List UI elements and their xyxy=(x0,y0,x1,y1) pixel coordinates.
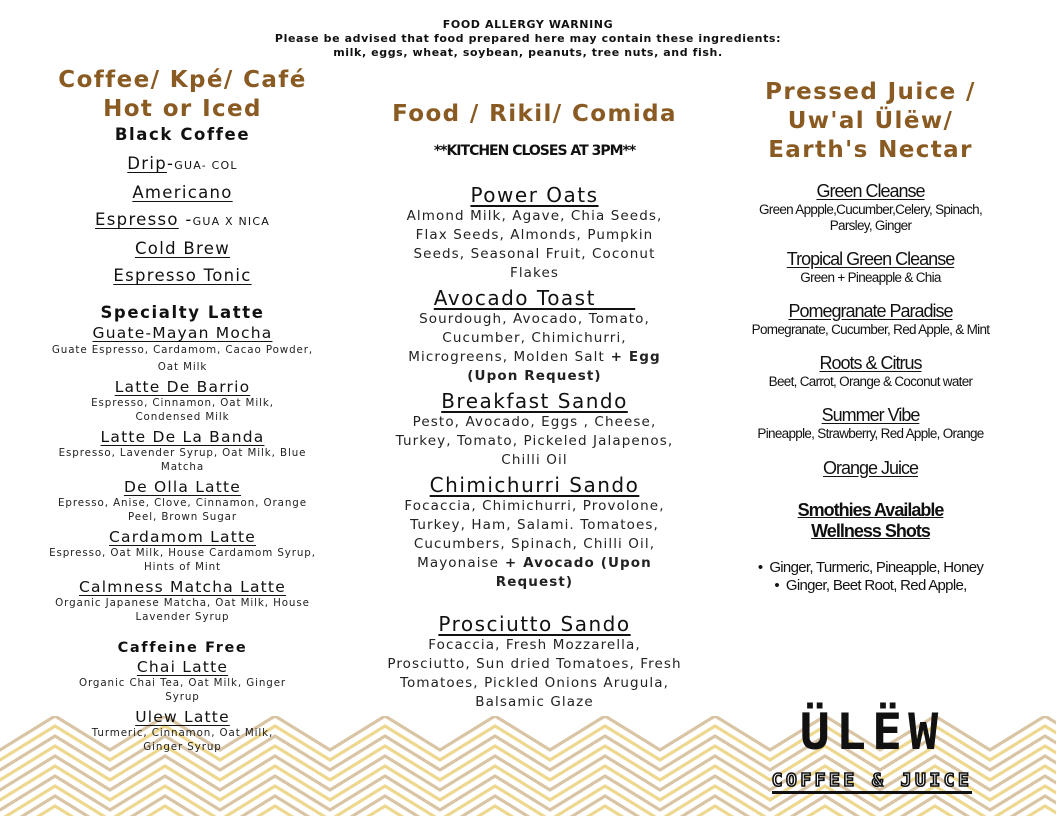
latte-name: Ulew Latte xyxy=(135,708,230,726)
latte-description: Turmeric, Cinnamon, Oat Milk, Ginger Syrup xyxy=(91,727,274,753)
brand-logo xyxy=(752,700,992,794)
juice-name: Pomegranate Paradise xyxy=(788,301,953,321)
juice-section xyxy=(728,78,1013,594)
food-name: Power Oats xyxy=(470,183,599,207)
black-coffee-item xyxy=(30,262,335,289)
black-coffee-item xyxy=(30,179,335,206)
black-coffee-origin: GUA X NICA xyxy=(192,215,270,228)
juice-item xyxy=(728,405,1013,442)
food-name: Breakfast Sando xyxy=(441,389,628,413)
food-description-text: Focaccia, Fresh Mozzarella, Prosciutto, Sun dried Tomatoes, Fresh Tomatoes, Pickled Onions Arugula, Balsamic Glaze xyxy=(387,637,682,710)
black-coffee-name: Americano xyxy=(132,183,233,202)
food-description xyxy=(390,413,679,470)
food-section xyxy=(382,100,687,712)
juice-heading-line1: Pressed Juice / xyxy=(765,79,976,105)
logo-wordmark: ÜLËW xyxy=(799,703,945,761)
black-coffee-name: Espresso Tonic xyxy=(113,266,252,285)
food-name: Avocado Toast xyxy=(433,286,636,310)
juice-item xyxy=(728,301,1013,338)
black-coffee-list xyxy=(30,150,335,289)
black-coffee-item xyxy=(30,206,335,235)
latte-name: De Olla Latte xyxy=(123,478,242,496)
juice-description: Beet, Carrot, Orange & Coconut water xyxy=(768,374,973,389)
latte-name: Chai Latte xyxy=(136,658,229,676)
wellness-shot-item xyxy=(728,578,1013,594)
juice-item xyxy=(728,353,1013,390)
allergy-warning xyxy=(0,18,1056,60)
wellness-shot-text: Ginger, Beet Root, Red Apple, xyxy=(785,577,967,594)
latte-description: Organic Japanese Matcha, Oat Milk, House Lavender Syrup xyxy=(55,597,310,623)
latte-name: Latte De La Banda xyxy=(100,428,265,446)
latte-item xyxy=(30,708,335,754)
wellness-shots-label: Wellness Shots xyxy=(811,521,930,541)
juice-heading-line3: Earth's Nectar xyxy=(768,137,973,163)
latte-description: Espresso, Oat Milk, House Cardamom Syrup, Hints of Mint xyxy=(49,547,316,573)
wellness-shots-list xyxy=(728,560,1013,594)
food-description xyxy=(390,207,679,283)
food-description-text: Focaccia, Chimichurri, Provolone, Turkey, Ham, Salami. Tomatoes, Cucumbers, Spinach, Chilli Oil, Mayonaise xyxy=(404,498,665,571)
coffee-heading xyxy=(30,66,335,124)
latte-description: Guate Espresso, Cardamom, Cacao Powder, Oat Milk xyxy=(51,344,314,373)
smoothies-wellness xyxy=(728,500,1013,542)
latte-item xyxy=(30,324,335,376)
food-extra: + Avocado (Upon Request) xyxy=(495,555,652,590)
juice-description: Pineapple, Strawberry, Red Apple, Orange xyxy=(757,426,984,441)
coffee-heading-line2: Hot or Iced xyxy=(103,96,262,122)
food-item xyxy=(382,183,687,283)
juice-description: Pomegranate, Cucumber, Red Apple, & Mint xyxy=(751,322,990,337)
black-coffee-title: Black Coffee xyxy=(114,125,251,144)
latte-description: Organic Chai Tea, Oat Milk, Ginger Syrup xyxy=(78,677,287,703)
food-item xyxy=(382,612,687,712)
latte-name: Cardamom Latte xyxy=(109,528,256,546)
food-description xyxy=(390,310,679,386)
black-coffee-suffix: - xyxy=(178,210,193,229)
wellness-shot-item xyxy=(728,560,1013,576)
food-list xyxy=(382,183,687,712)
black-coffee-origin: GUA- COL xyxy=(174,159,238,172)
juice-heading xyxy=(728,78,1013,165)
food-description-text: Almond Milk, Agave, Chia Seeds, Flax Seeds, Almonds, Pumpkin Seeds, Seasonal Fruit, Coconut Flakes xyxy=(406,208,663,281)
latte-item xyxy=(30,428,335,474)
caffeine-free-title: Caffeine Free xyxy=(117,640,248,656)
food-item xyxy=(382,473,687,592)
juice-heading-line2: Uw'al Ülëw/ xyxy=(787,108,954,134)
food-heading: Food / Rikil/ Comida xyxy=(392,101,677,127)
black-coffee-name: Drip xyxy=(127,154,168,173)
juice-item xyxy=(728,181,1013,234)
food-item xyxy=(382,389,687,470)
bullet-icon: • xyxy=(757,559,770,576)
juice-list xyxy=(728,181,1013,479)
smoothies-label: Smothies Available xyxy=(797,500,944,520)
food-name: Prosciutto Sando xyxy=(438,612,631,636)
juice-item xyxy=(728,458,1013,479)
food-description xyxy=(386,497,683,592)
latte-item xyxy=(30,478,335,524)
latte-name: Calmness Matcha Latte xyxy=(79,578,286,596)
coffee-heading-line1: Coffee/ Kpé/ Café xyxy=(58,67,307,93)
black-coffee-suffix: - xyxy=(167,154,175,173)
juice-description: Green + Pineapple & Chia xyxy=(800,270,941,285)
black-coffee-item xyxy=(30,150,335,179)
food-item xyxy=(382,286,687,386)
juice-item xyxy=(728,249,1013,286)
food-description-text: Pesto, Avocado, Eggs , Cheese, Turkey, Tomato, Pickeled Jalapenos, Chilli Oil xyxy=(395,414,674,468)
food-extra: + Egg (Upon Request) xyxy=(467,349,661,384)
latte-description: Espresso, Cinnamon, Oat Milk, Condensed Milk xyxy=(91,397,274,423)
juice-description: Green Appple,Cucumber,Celery, Spinach, Parsley, Ginger xyxy=(758,202,983,233)
logo-tagline: COFFEE & JUICE xyxy=(772,770,973,794)
allergy-warning-line2: milk, eggs, wheat, soybean, peanuts, tree nuts, and fish. xyxy=(333,46,723,59)
black-coffee-item xyxy=(30,235,335,262)
coffee-section xyxy=(30,66,335,754)
black-coffee-name: Cold Brew xyxy=(134,239,230,258)
bullet-icon: • xyxy=(774,577,786,594)
specialty-latte-title: Specialty Latte xyxy=(100,303,265,322)
latte-name: Guate-Mayan Mocha xyxy=(92,324,273,342)
food-name: Chimichurri Sando xyxy=(429,473,640,497)
juice-name: Tropical Green Cleanse xyxy=(786,249,955,269)
latte-description: Epresso, Anise, Clove, Cinnamon, Orange Peel, Brown Sugar xyxy=(58,497,307,523)
kitchen-closing-note: **KITCHEN CLOSES AT 3PM** xyxy=(433,143,636,159)
black-coffee-name: Espresso xyxy=(95,210,179,229)
caffeine-free-list xyxy=(30,658,335,754)
juice-name: Roots & Citrus xyxy=(819,353,922,373)
latte-item xyxy=(30,658,335,704)
latte-item xyxy=(30,578,335,624)
latte-item xyxy=(30,528,335,574)
allergy-warning-line1: Please be advised that food prepared here may contain these ingredients: xyxy=(274,32,782,45)
latte-description: Espresso, Lavender Syrup, Oat Milk, Blue Matcha xyxy=(58,447,307,473)
specialty-latte-list xyxy=(30,324,335,624)
allergy-warning-title: FOOD ALLERGY WARNING xyxy=(442,18,614,31)
juice-name: Orange Juice xyxy=(822,458,919,478)
latte-name: Latte De Barrio xyxy=(114,378,251,396)
food-description-text: Sourdough, Avocado, Tomato, Cucumber, Chimichurri, Microgreens, Molden Salt xyxy=(408,311,650,365)
food-description xyxy=(386,636,683,712)
wellness-shot-text: Ginger, Turmeric, Pineapple, Honey xyxy=(769,559,984,576)
juice-name: Summer Vibe xyxy=(821,405,920,425)
juice-name: Green Cleanse xyxy=(816,181,925,201)
latte-item xyxy=(30,378,335,424)
